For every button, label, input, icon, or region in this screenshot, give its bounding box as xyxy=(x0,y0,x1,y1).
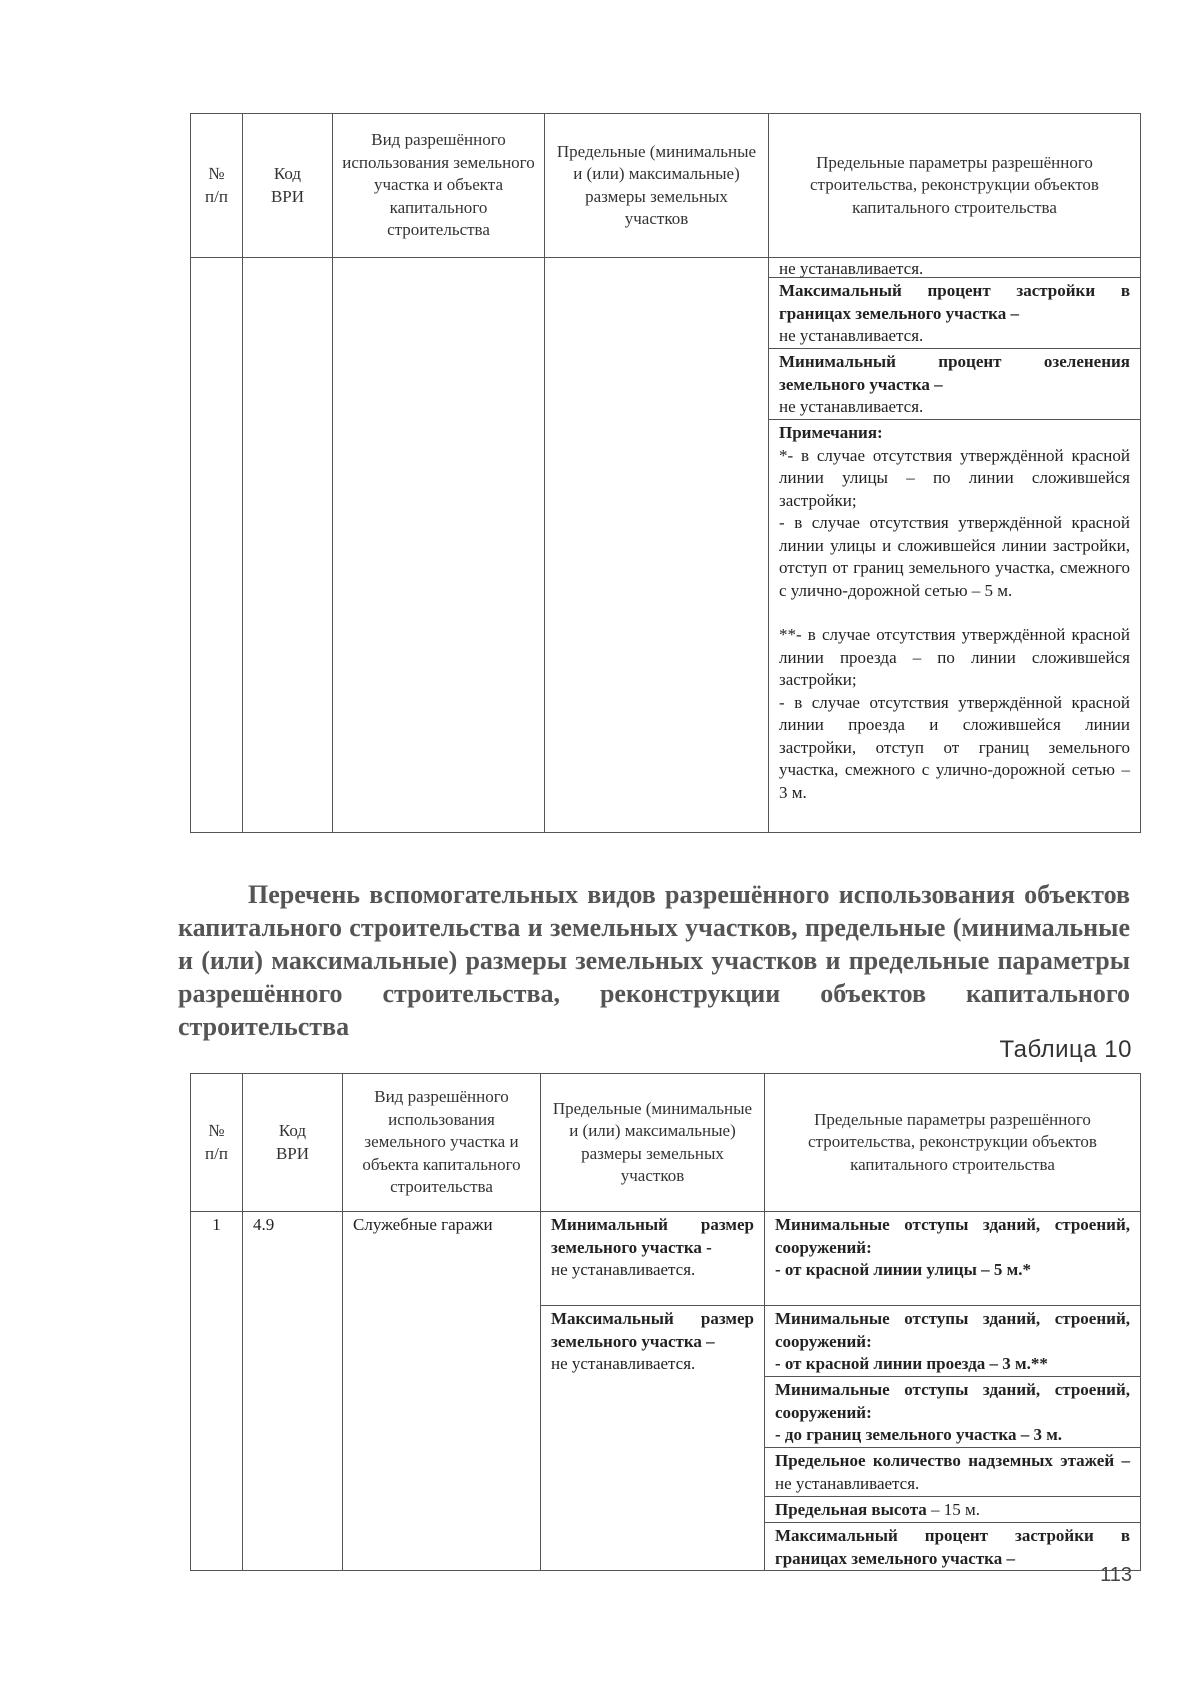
header-params: Предельные параметры разрешённого строительства, реконструкции объектов капитального строительства xyxy=(769,114,1141,258)
spacer xyxy=(779,602,1130,624)
param-bold: - от красной линии улицы – 5 м.* xyxy=(775,1260,1031,1279)
table-row xyxy=(191,1212,1141,1571)
param-text: не устанавливается. xyxy=(775,1473,920,1493)
section-heading xyxy=(178,878,1130,1043)
size-bold: Максимальный размер земельного участка – xyxy=(551,1309,754,1351)
param-bold: Предельное количество надземных этажей – xyxy=(775,1451,1130,1470)
heading-text: Перечень вспомогательных видов разрешённого использования объектов капитального строительства и земельных участков, предельные (минимальные и (или) максимальные) размеры земельных участков и предельные параметры разрешённого строительства, реконструкции объектов капитального строительства xyxy=(178,880,1130,1041)
cell-sizes xyxy=(541,1212,765,1571)
table-header-row xyxy=(191,1074,1141,1212)
param-bold: Минимальные отступы зданий, строений, сооружений: xyxy=(775,1309,1130,1351)
header-kind: Вид разрешённого использования земельного участка и объекта капитального строительства xyxy=(333,114,545,258)
header-sizes: Предельные (минимальные и (или) максимальные) размеры земельных участков xyxy=(545,114,769,258)
table-10 xyxy=(190,1073,1141,1571)
cell-num: 1 xyxy=(191,1212,243,1571)
table-header-row xyxy=(191,114,1141,258)
header-num: № п/п xyxy=(191,114,243,258)
param-bold: Минимальные отступы зданий, строений, сооружений: xyxy=(775,1380,1130,1422)
cell-sizes xyxy=(545,258,769,833)
cell-kind: Служебные гаражи xyxy=(343,1212,541,1571)
param-floors xyxy=(765,1447,1140,1496)
param-bold: Минимальные отступы зданий, строений, сооружений: xyxy=(775,1215,1130,1257)
page-number: 113 xyxy=(1100,1564,1132,1586)
notes-block xyxy=(769,419,1140,832)
param-min-green-percent xyxy=(769,348,1140,419)
notes-title: Примечания: xyxy=(779,423,883,442)
note-paragraph: - в случае отсутствия утверждённой красной линии улицы и сложившейся линии застройки, отступ от границ земельного участка, смежного с улично-дорожной сетью – 5 м. xyxy=(779,513,1130,600)
size-max xyxy=(541,1305,764,1378)
table-continued xyxy=(190,113,1141,833)
cell-num xyxy=(191,258,243,833)
param-text: – 15 м. xyxy=(926,1500,981,1519)
cell-kind xyxy=(333,258,545,833)
param-bold: Предельная высота xyxy=(775,1500,927,1519)
param-text: не устанавливается. xyxy=(779,326,924,345)
param-bold: Минимальный процент озеленения земельного участка – xyxy=(779,352,1130,394)
header-sizes: Предельные (минимальные и (или) максимальные) размеры земельных участков xyxy=(541,1074,765,1212)
param-bold: - до границ земельного участка – 3 м. xyxy=(775,1425,1063,1444)
note-paragraph: - в случае отсутствия утверждённой красной линии проезда и сложившейся линии застройки, отступ от границ земельного участка, смежного с улично-дорожной сетью – 3 м. xyxy=(779,692,1130,802)
param-max-build-percent xyxy=(769,277,1140,348)
cell-params xyxy=(769,258,1141,833)
param-height xyxy=(765,1496,1140,1522)
header-num: № п/п xyxy=(191,1074,243,1212)
param-not-set xyxy=(769,258,1140,277)
size-bold: Минимальный размер земельного участка - xyxy=(551,1215,754,1257)
param-text: не устанавливается. xyxy=(779,397,924,416)
param-max-build-percent xyxy=(765,1522,1140,1570)
note-paragraph: *- в случае отсутствия утверждённой красной линии улицы – по линии сложившейся застройки; xyxy=(779,445,1130,510)
header-params: Предельные параметры разрешённого строительства, реконструкции объектов капитального строительства xyxy=(765,1074,1141,1212)
cell-code xyxy=(243,258,333,833)
param-bold: - от красной линии проезда – 3 м.** xyxy=(775,1354,1048,1373)
header-code: Код ВРИ xyxy=(243,114,333,258)
cell-code: 4.9 xyxy=(243,1212,343,1571)
header-code: Код ВРИ xyxy=(243,1074,343,1212)
param-bold: Максимальный процент застройки в границах земельного участка – xyxy=(775,1526,1130,1568)
param-text: не устанавливается. xyxy=(779,259,924,278)
cell-params xyxy=(765,1212,1141,1571)
size-min xyxy=(541,1212,764,1305)
param-offset-boundary xyxy=(765,1376,1140,1447)
note-paragraph: **- в случае отсутствия утверждённой красной линии проезда – по линии сложившейся застройки; xyxy=(779,625,1130,689)
table-number: Таблица 10 xyxy=(999,1036,1132,1063)
size-text: не устанавливается. xyxy=(551,1354,696,1373)
header-kind: Вид разрешённого использования земельного участка и объекта капитального строительства xyxy=(343,1074,541,1212)
param-bold: Максимальный процент застройки в границах земельного участка – xyxy=(779,281,1130,323)
table-row xyxy=(191,258,1141,833)
size-text: не устанавливается. xyxy=(551,1260,696,1279)
param-offset-street xyxy=(765,1212,1140,1305)
param-offset-driveway xyxy=(765,1305,1140,1376)
